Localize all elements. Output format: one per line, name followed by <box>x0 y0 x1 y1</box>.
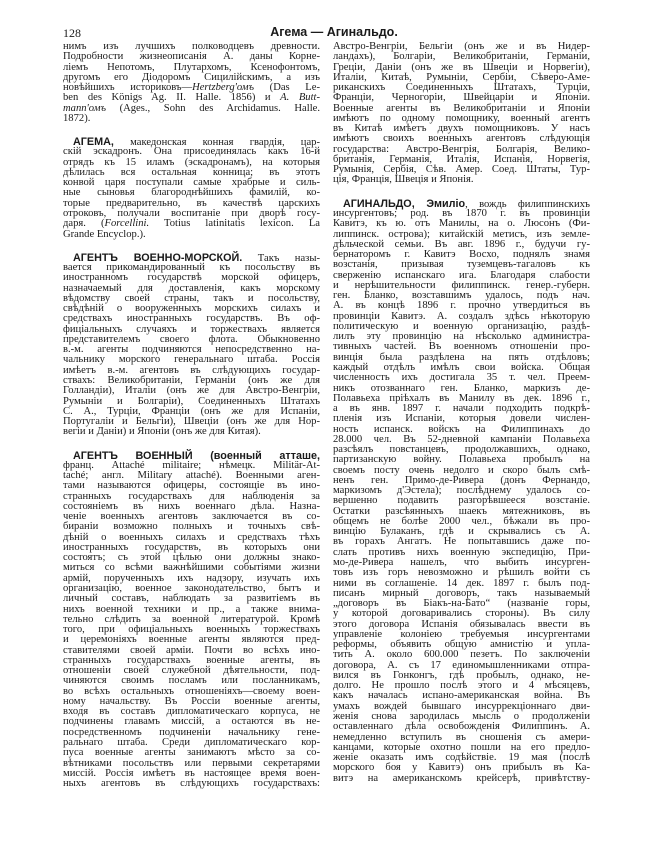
text-segment: британія, Германія, Италія, Испанія, Норвегія, <box>333 153 590 165</box>
text-segment: миссій. Россія имѣетъ въ настоящее время воен- <box>63 767 320 779</box>
text-segment: назначаемый для доставленія, какъ морскому <box>63 282 320 294</box>
text-segment: миться со всѣми важнѣйшими событіями жизни <box>63 562 320 574</box>
text-segment: вершенно подавить разгорѣвшееся возстаніе. <box>333 495 590 507</box>
text-segment: сверженію испанскаго ига. Благодаря слабости <box>333 269 590 281</box>
right-column <box>333 42 590 784</box>
text-segment: ральнаго штаба. Среди дипломатическаго кор- <box>63 737 320 748</box>
text-segment: армій, порученныхъ ихъ надзору, изучать ихъ <box>63 572 320 584</box>
text-segment: ствахъ: Великобританіи, Германіи (онъ же для <box>63 374 320 386</box>
text-segment: С. А., Турціи, Франціи (онъ же для Испаніи, <box>63 405 320 417</box>
text-segment: пуса военные агенты занимаютъ мѣсто за со- <box>63 747 320 759</box>
text-segment: организацію, военное законодательство, бытъ и <box>63 583 320 595</box>
italic-text: A. Butt- <box>280 92 320 104</box>
text-segment: иностранныхъ государствъ, въ которыхъ они <box>63 541 320 553</box>
text-segment: ben des Königs Ag. II. Halle. 1856) и <box>63 92 281 104</box>
text-segment: иностранномъ государствѣ морской офицеръ, <box>63 272 320 284</box>
text-segment: того, при офиціальныхъ военныхъ торжествахъ <box>63 624 320 636</box>
text-segment: мо-де-Ривера нашелъ, что выбить инсурген- <box>333 557 590 569</box>
text-segment: какъ началась испано-американская война. Въ <box>333 690 590 702</box>
text-segment: новѣйшихъ историковъ— <box>63 82 193 94</box>
text-segment: морского боя у Кавитэ) онъ прибылъ въ Ка- <box>333 762 590 774</box>
text-segment: риканскихъ Соединенныхъ Штатахъ, Турціи, <box>333 82 590 94</box>
text-segment: реформы, объявить общую амнистію и упла- <box>333 639 590 651</box>
headword: АГЕНТЪ ВОЕННО-МОРСКОЙ. <box>73 251 243 264</box>
text-segment: чиняются своимъ посламъ или посланникамъ, <box>63 675 320 687</box>
text-segment: ныхъ агентовъ въ слѣдующихъ государствахъ: <box>63 778 320 790</box>
text-segment: отношеніи своей служебной дѣятельности, под- <box>63 665 320 677</box>
text-segment: франц. Attaché militaire; нѣмецк. Militär-At- <box>63 459 320 471</box>
text-segment: оставленнаго дѣла освобожденія Филиппинъ. А. <box>333 721 590 733</box>
text-segment: ген. Бланко, возставшимъ удалось, подъ нач. <box>333 290 590 302</box>
text-segment: Австро-Венгріи, Бельгіи (онъ же и въ Нидер- <box>333 41 590 52</box>
text-segment: ними въ соглашеніе. 14 дек. 1897 г. былъ под- <box>333 577 590 589</box>
text-segment: Португаліи и Бельгіи), Швеціи (онъ же для Нор- <box>63 416 320 428</box>
text-segment: лилъ эту провинцію на нѣсколько администра- <box>333 331 590 343</box>
text-segment: taché; англ. Military attaché). Военными аген- <box>63 470 320 482</box>
text-segment: Греціи, Даніи (онъ же въ Швеціи и Норвегіи), <box>333 61 590 73</box>
text-segment: дѣній о военныхъ силахъ и средствахъ тѣхъ <box>63 531 320 543</box>
article-entry <box>63 137 320 240</box>
text-segment: маркизомъ д'Эстела); послѣднему удалось со- <box>333 485 590 497</box>
text-segment: у которой договаривались стороны). Въ силу <box>333 608 590 620</box>
text-line <box>63 427 320 437</box>
text-segment: 28.000 чел. Въ 52-дневной кампаніи Полавьеха <box>333 433 590 445</box>
text-segment: , вождь филиппинскихъ <box>465 198 590 210</box>
text-segment: Италіи, Китаѣ, Румыніи, Сербіи, Сѣверо-Аме- <box>333 71 590 83</box>
text-segment: липпинск. острова); китайскій метисъ, изъ земле- <box>333 228 590 240</box>
text-segment: никъ отозваннаго ген. Бланко, маркизъ де- <box>333 382 590 394</box>
text-segment: состоятъ; съ этой цѣлью они должны знако- <box>63 552 320 564</box>
text-segment: другомъ его Діодоромъ Сицилійскимъ, а изъ <box>63 71 320 83</box>
text-segment: дѣлилась вся остальная конница; въ этотъ <box>63 166 320 178</box>
text-segment: посредственномъ подчиненіи начальнику гене- <box>63 726 320 738</box>
headword: АГЕМА, <box>73 136 114 149</box>
text-segment: странныхъ государствахъ военные агенты, въ <box>63 654 320 666</box>
text-segment: даря. ( <box>63 218 105 230</box>
italic-text: Forcellini. <box>104 218 150 230</box>
page-number: 128 <box>63 26 81 40</box>
text-segment: общемъ не болѣе 2000 чел., бѣжали въ про- <box>333 515 590 527</box>
text-segment: ному начальству. Въ Россіи военные агенты, <box>63 695 320 707</box>
italic-text: mann'омъ <box>63 102 106 114</box>
text-segment: ненъ ген. Примо-де-Ривера (донъ Фернандо, <box>333 474 590 486</box>
text-segment: нихъ военной техники и пр., а также внима- <box>63 603 320 615</box>
text-segment: разсѣялъ повстанцевъ, продолжавшихъ, однако, <box>333 444 590 456</box>
running-title: Агема — Агинальдо. <box>270 25 398 39</box>
text-segment: подчинены главамъ миссій, а остаются въ не- <box>63 716 320 728</box>
text-segment: этого договора Испанія обязывалась ввести въ <box>333 618 590 630</box>
text-segment: ные сыновья благороднѣйшихъ фамилій, ко- <box>63 187 320 199</box>
text-segment: и церемоніяхъ военные агенты являются пред- <box>63 634 320 646</box>
text-segment: Totius latinitatis lexicon. La <box>149 218 320 230</box>
headword: АГЕНТЪ ВОЕННЫЙ (военный атташе, <box>73 449 320 462</box>
text-segment: товъ изъ горъ невозможно и рѣшилъ войти съ <box>333 567 590 579</box>
text-segment: слать противъ нихъ военную экспедицію, При- <box>333 546 590 558</box>
text-segment: женіе оказать имъ содѣйствіе. 19 мая (послѣ <box>333 752 590 764</box>
text-segment: партизанскую войну. Полавьеха пробылъ на <box>333 454 590 466</box>
text-segment: ландахъ), Болгаріи, Великобританіи, Германіи, <box>333 51 590 63</box>
text-segment: Румынія, Сербія, Сѣв. Амер. Соед. Штаты, Тур- <box>333 164 590 176</box>
text-segment: конвой царя поступали самые храбрые и силь- <box>63 177 320 189</box>
text-segment: немедленно вступилъ въ сношенія съ амери- <box>333 731 590 743</box>
text-segment: вился въ Гонконгъ, гдѣ пробылъ, однако, не- <box>333 669 590 681</box>
text-segment: тельно слѣдить за военной литературой. Кромѣ <box>63 613 320 625</box>
text-segment: Grande Encyclop.). <box>63 228 146 240</box>
text-segment: 1872). <box>63 112 91 124</box>
text-segment: представителемъ своего флота. Обыкновенно <box>63 333 320 345</box>
text-line <box>63 779 320 789</box>
text-segment: Румыніи и Болгаріи), Соединенныхъ Штатахъ <box>63 395 320 407</box>
text-segment: ченіе военныхъ агентовъ заключается въ со- <box>63 511 320 523</box>
text-segment: Франціи, Черногоріи, Швейцаріи и Японіи. <box>333 92 590 104</box>
text-segment: отрядъ къ 15 иламъ (эскадронамъ), на которыя <box>63 156 320 168</box>
article-continuation <box>333 42 590 186</box>
article-entry <box>333 199 590 784</box>
text-segment: ставителями своей арміи. Почти во всѣхъ ино- <box>63 644 320 656</box>
article-entry <box>63 253 320 438</box>
headword: АГИНАЛЬДО, Эмиліо <box>343 197 466 210</box>
italic-text: Hertzberg'омъ <box>192 82 255 94</box>
text-segment: (Ages., Sohn des Archidamus. Halle. <box>105 102 320 114</box>
text-segment: женія снова зародилась мысль о продолженіи <box>333 711 590 722</box>
text-segment: Подробности жизнеописанія А. даны Корне- <box>63 51 320 63</box>
text-line <box>63 230 320 240</box>
text-segment: въ горахъ Ангатъ. Не попытавшись даже по- <box>333 536 590 548</box>
text-segment: личный составъ, наблюдать за развитіемъ въ <box>63 593 320 605</box>
text-segment: торые предварительно, въ качествѣ царскихъ <box>63 197 320 209</box>
text-segment: численность ихъ достигала 35 т. чел. Преем- <box>333 372 590 384</box>
text-segment: А. въ концѣ 1896 г. прочно утвердиться въ <box>333 300 590 312</box>
text-line <box>333 774 590 784</box>
text-segment: вается прикомандированный къ посольству въ <box>63 262 320 274</box>
text-segment: вѣтниками посольствъ или первыми секретарями <box>63 757 320 769</box>
text-segment: въ Китаѣ имѣетъ двухъ помощниковъ. У насъ <box>333 123 590 135</box>
article-entry <box>63 451 320 790</box>
text-segment: имѣетъ в.-м. агентовъ въ слѣдующихъ государ- <box>63 364 320 376</box>
text-segment: имѣютъ по одному помощнику, военный агентъ <box>333 112 590 124</box>
text-segment: вегіи и Даніи) и Японіи (онъ же для Китая). <box>63 426 261 438</box>
text-segment: писанъ мирный договоръ, такъ называемый <box>333 587 590 599</box>
text-segment: средствахъ иностранныхъ государствъ. Въ оф- <box>63 313 320 325</box>
text-segment: нимъ изъ лучшихъ полководцевъ древности. <box>63 41 320 52</box>
text-segment: своемъ посту очень недолго и скоро былъ смѣ- <box>333 464 590 476</box>
text-segment: состояніемъ въ нихъ военнаго дѣла. Назна- <box>63 500 320 512</box>
text-segment: странныхъ государствахъ для наблюденія за <box>63 490 320 502</box>
text-segment: инсургентовъ; род. въ 1870 г. въ провинціи <box>333 207 590 219</box>
text-segment: в.-м. агенты подчиняются непосредственно на- <box>63 344 320 356</box>
text-segment: Военные агенты въ Великобританіи и Японіи <box>333 102 590 114</box>
text-segment: ность испанск. войскъ на Филиппинахъ до <box>333 423 590 435</box>
text-segment: государства: Австро-Венгрія, Болгарія, Велико- <box>333 143 590 155</box>
text-segment: „договоръ въ Біакъ-на-Бато“ (названіе горы, <box>333 598 590 610</box>
text-segment: (Das Le- <box>254 82 320 94</box>
text-segment: винцію Булаканъ, гдѣ и скрывались съ А. <box>333 526 590 538</box>
text-segment: договора, А. съ 17 единомышленниками отпра- <box>333 659 590 671</box>
text-segment: тивныхъ частей. Въ военномъ отношеніи про- <box>333 341 590 353</box>
left-column <box>63 42 320 789</box>
text-segment: Кавитэ, къ ю. отъ Манилы, на о. Люсонъ (Фи- <box>333 218 590 230</box>
text-segment: пленія изъ Испаніи, которыя довели числен- <box>333 413 590 425</box>
text-segment: македонская конная гвардія, цар- <box>113 137 320 149</box>
text-line <box>63 104 320 114</box>
text-segment: ліемъ Непотомъ, Плутархомъ, Ксенофонтомъ, <box>63 61 320 73</box>
text-segment: канцами, которые охотно пошли на его предло- <box>333 741 590 753</box>
text-segment: свѣдѣній о вооруженныхъ морскихъ силахъ и <box>63 303 320 315</box>
text-segment: политическую и военную организацію, раздѣ- <box>333 320 590 332</box>
text-segment: возстанія, призывая туземцевъ-тагаловъ къ <box>333 259 590 271</box>
text-segment: провинціи Кавитэ. А. создалъ здѣсь нѣкоторую <box>333 310 590 322</box>
text-segment: фиціальныхъ случаяхъ и торжествахъ является <box>63 323 320 335</box>
text-segment: и нерѣшительности филиппинск. генер.-губерн. <box>333 279 590 291</box>
text-segment: вѣдомству своей страны, такъ и посольству, <box>63 292 320 304</box>
text-segment: Остатки разсѣянныхъ шаекъ мятежниковъ, въ <box>333 505 590 517</box>
text-segment: бернаторомъ г. Кавитэ Восхо, поднялъ знамя <box>333 249 590 261</box>
text-segment: дѣльческой семьи. Въ авг. 1896 г., будучи гу- <box>333 238 590 250</box>
text-segment: во всѣхъ остальныхъ отношеніяхъ—своему воен- <box>63 685 320 697</box>
text-segment: управленіе колоніею требуемыя инсургентами <box>333 628 590 640</box>
text-segment: входя въ составъ дипломатическаго корпуса, не <box>63 706 320 718</box>
text-segment: имѣютъ своихъ военныхъ агентовъ слѣдующія <box>333 133 590 145</box>
text-segment: витэ на американскомъ крейсерѣ, привѣтству- <box>333 772 590 784</box>
text-segment: отроковъ, получали воспитаніе при дворѣ госу- <box>63 207 320 219</box>
text-segment: тами называются офицеры, состоящіе въ ино- <box>63 480 320 492</box>
text-segment: каждый отдѣлъ имѣлъ свои войска. Общая <box>333 361 590 373</box>
text-segment: долго. Не прошло послѣ этого и 4 мѣсяцевъ, <box>333 680 590 692</box>
text-segment: умахъ вождей бывшаго инсуррекціоннаго дви- <box>333 700 590 712</box>
text-segment: а въ янв. 1897 г. начали подходить подкрѣ- <box>333 403 590 415</box>
text-segment: Такъ назы- <box>242 252 320 264</box>
text-segment: скій эскадронъ. Она присоединялась какъ 16-й <box>63 146 320 158</box>
text-line <box>333 175 590 185</box>
text-segment: Полавьеха пріѣхалъ въ Манилу въ дек. 1896 г., <box>333 392 590 404</box>
text-segment: ція, Франція, Швеція и Японія. <box>333 174 474 186</box>
text-segment: чальнику морского генеральнаго штаба. Россія <box>63 354 320 366</box>
text-segment: бираніи возможно полныхъ и точныхъ свѣ- <box>63 521 320 533</box>
text-line <box>63 114 320 124</box>
text-segment: тить А. около 600.000 пезетъ. По заключеніи <box>333 649 590 661</box>
text-segment: винція была раздѣлена на пять отдѣловъ; <box>333 351 590 363</box>
article-continuation <box>63 42 320 124</box>
text-segment: Голландіи), Италіи (онъ же для Австро-Венгріи, <box>63 385 320 397</box>
